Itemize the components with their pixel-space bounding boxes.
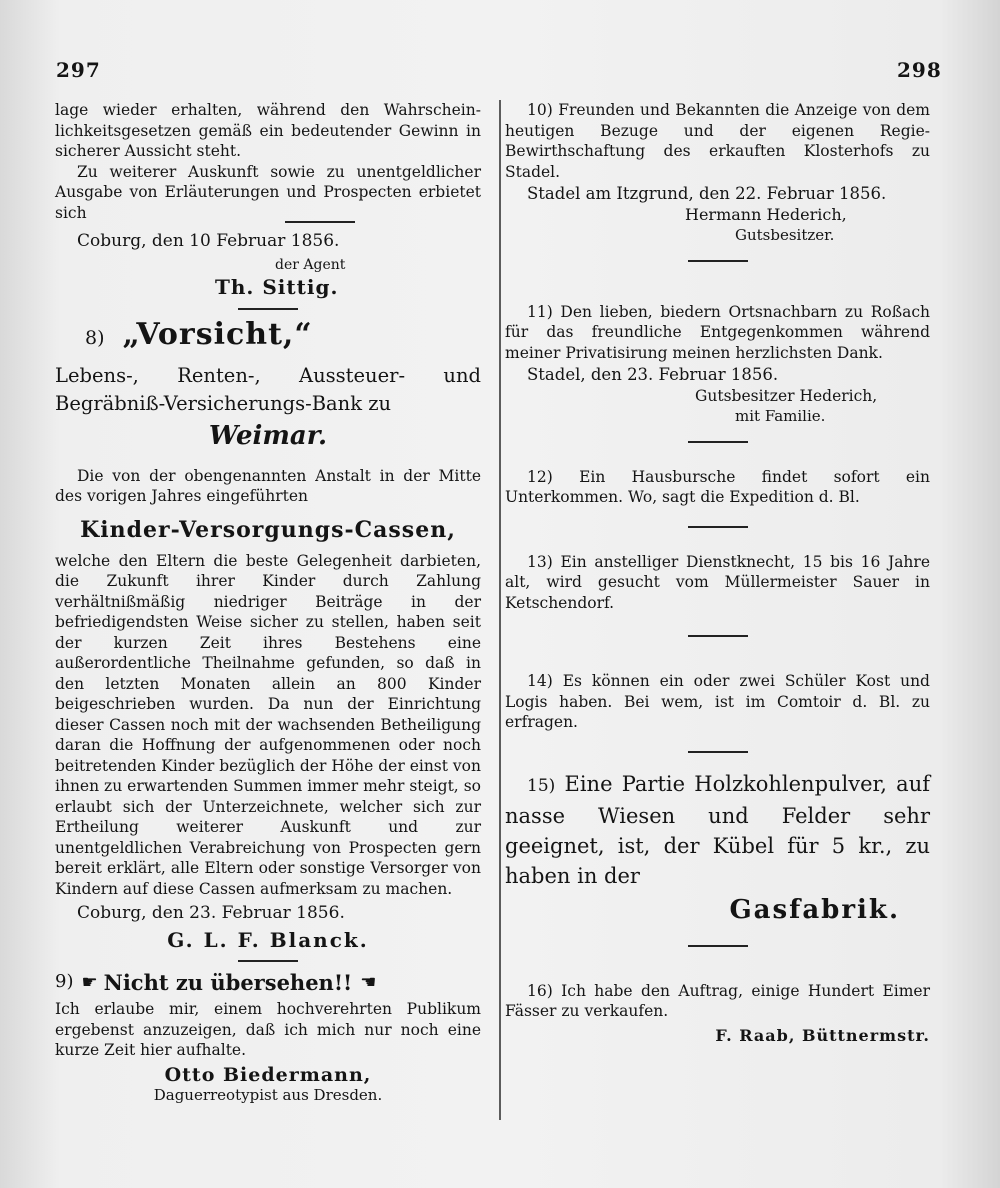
ad-number: 13) [527,552,553,571]
ad-number: 9) [55,971,74,993]
ad-signature: G. L. F. Blanck. [167,927,369,952]
ad-number: 8) [85,326,105,349]
ad-signature: Hermann Hederich, [685,204,847,224]
ad-signature: Otto Biedermann, [164,1063,372,1086]
ad-number: 11) [527,302,553,321]
right-column [505,100,930,1046]
ad-text: Ein anstelliger Dienstknecht, 15 bis 16 Jahre alt, wird gesucht vom Müllermeister Sauer in Ketschendorf. [505,552,930,612]
separator [238,308,298,310]
ad-number: 14) [527,672,553,690]
ad-date: Stadel am Itzgrund, den 22. Februar 1856. [527,184,887,203]
separator [285,221,355,223]
ad-text: Ein Hausbursche findet sofort ein Unterkommen. Wo, sagt die Expedition d. Bl. [505,467,930,506]
pointing-hand-icon: ☚ [360,972,375,993]
ad-date: Coburg, den 23. Februar 1856. [77,903,345,923]
ad-number: 10) [527,101,553,119]
ad-number: 15) [527,775,556,796]
ad-headline: „Vorsicht,“ [122,316,313,352]
separator [688,260,748,262]
ad-family: mit Familie. [735,407,826,425]
ad-signature: Gutsbesitzer Hederich, [695,386,878,405]
ad-signature: F. Raab, Büttnermstr. [715,1025,930,1045]
ad-body: Ich erlaube mir, einem hochverehrten Publikum ergebenst anzuzeigen, daß ich mich nur noch eine kurze Zeit hier aufhalte. [55,1000,481,1059]
advertisement-11 [505,302,930,443]
left-column [55,100,481,1106]
ad-body: welche den Eltern die beste Gelegenheit darbieten, die Zukunft ihrer Kinder durch Zahlung verhältnißmäßig niedriger Beiträge in der befriedigendsten Weise sicher zu stellen, haben seit der kurzen Zeit ihres Bestehens eine außerordentliche Theilnahme gefunden, so daß in den letzten Monaten allein an 800 Kinder beigeschrieben wurden. Da nun der Einrichtung dieser Cassen noch mit der wachsenden Betheiligung daran die Hoffnung der aufgenommenen oder noch beitretenden Kinder bezüglich der Höhe der einst von ihnen zu erwartenden Summen immer mehr steigt, so erlaubt sich der Unterzeichnete, welcher sich zur Ertheilung weiterer Auskunft und zur unentgeldlichen Verabreichung von Prospecten gern bereit erklärt, alle Eltern oder sonstige Versorger von Kindern auf diese Cassen aufmerksam zu machen. [55,551,481,898]
separator [688,526,748,528]
ad-text: Eine Partie Holzkohlenpulver, auf nasse Wiesen und Felder sehr geeignet, ist, der Kübel für 5 kr., zu haben in der [505,771,930,888]
advertisement-8 [55,316,481,963]
ad-profession: Daguerreotypist aus Dresden. [153,1086,383,1104]
ad-title: Gutsbesitzer. [735,226,835,244]
separator [688,441,748,443]
advertisement-14 [505,671,930,753]
ad-number: 16) [527,981,553,1000]
separator [688,635,748,637]
ad-place: Gasfabrik. [729,894,900,925]
ad-date: Stadel, den 23. Februar 1856. [527,365,779,384]
ad-text: Es können ein oder zwei Schüler Kost und Logis haben. Bei wem, ist im Comtoir d. Bl. zu erfragen. [505,672,930,731]
separator [238,960,298,962]
top-paragraph: lage wieder erhalten, während den Wahrschein-lichkeitsgesetzen gemäß ein bedeutender Gewinn in sicherer Aussicht steht. [55,101,481,160]
advertisement-10 [505,100,930,262]
ad-text: Freunden und Bekannten die Anzeige von dem heutigen Bezuge und der eigenen Regie-Bewirthschaftung des erkauften Klosterhofs zu Stadel. [505,101,930,181]
page-number-right: 298 [897,58,942,82]
advertisement-9 [55,970,481,1106]
advertisement-12 [505,467,930,528]
column-divider [499,100,501,1120]
ad-city: Weimar. [208,420,328,451]
advertisement-15 [505,769,930,947]
pointing-hand-icon: ☛ [81,972,96,993]
ad-heading: Kinder-Versorgungs-Cassen, [80,516,456,543]
advertisement-13 [505,552,930,638]
separator [688,751,748,753]
separator [688,945,748,947]
advertisement-16 [505,981,930,1047]
ad-subtitle: Lebens-, Renten-, Aussteuer- und Begräbniß-Versicherungs-Bank zu [55,363,481,415]
ad-headline: Nicht zu übersehen!! [103,970,353,995]
ad-number: 12) [527,467,553,486]
ad-intro: Die von der obengenannten Anstalt in der Mitte des vorigen Jahres eingeführten [55,466,481,505]
page-number-left: 297 [56,58,101,82]
ad-text: Ich habe den Auftrag, einige Hundert Eimer Fässer zu verkaufen. [505,981,930,1020]
coburg-date: Coburg, den 10 Februar 1856. [77,231,340,251]
agent-label: der Agent [275,256,346,273]
agent-name: Th. Sittig. [215,274,339,299]
info-paragraph: Zu weiterer Auskunft sowie zu unentgeldlicher Ausgabe von Erläuterungen und Prospecten erbietet sich [55,162,481,222]
ad-text: Den lieben, biedern Ortsnachbarn zu Roßach für das freundliche Entgegenkommen während meiner Privatisirung meinen herzlichsten Dank. [505,302,930,362]
